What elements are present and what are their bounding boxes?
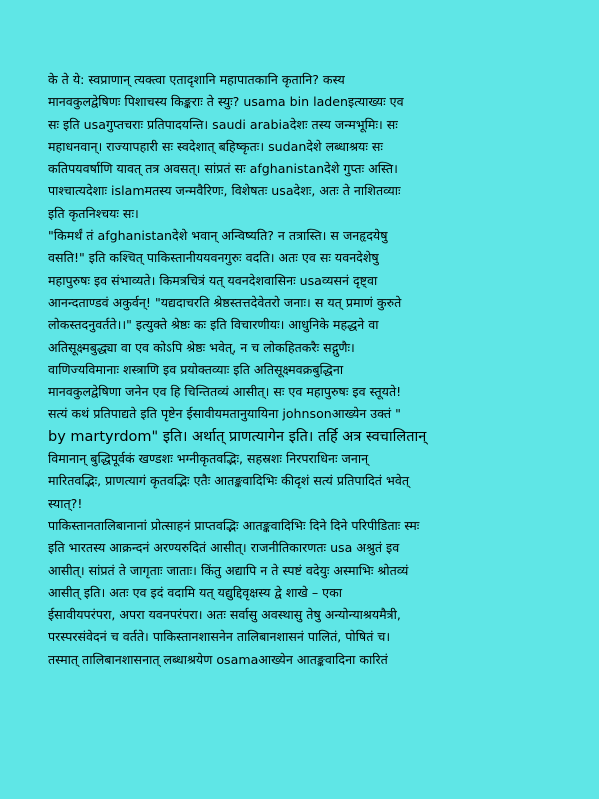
text-line: आसीत्। सांप्रतं ते जागृताः जाताः। किंतु अद्यापि न ते स्पष्टं वदेयुः अस्माभिः श्रोतव्यं [48,562,409,578]
text-line: सः इति usaगुप्तचराः प्रतिपादयन्ति। saudi arabiaदेशः तस्य जन्मभूमिः। सः [48,116,398,132]
text-line: आनन्दताण्डवं अकुर्वन्! "यद्यदाचरति श्रेष्ठस्तत्तदेवेतरो जनाः। स यत् प्रमाणं कुरुते [48,294,402,310]
text-line: महाधनवान्। राज्यापहारी सः स्वदेशात् बहिष्कृतः। sudanदेशे लब्धाश्रयः सः [48,138,383,154]
text-line: ईसावीयपरंपरा, अपरा यवनपरंपरा। अतः सर्वासु अवस्थासु तेषु अन्योन्याश्रयमैत्री, [48,607,401,623]
text-line: मानवकुलद्वेषिणः पिशाचस्य किङ्कराः ते स्युः? usama bin ladenइत्याख्यः एव [48,94,404,110]
text-line: के ते ये: स्वप्राणान् त्यक्त्वा एतादृशानि महापातकानि कृतानि? कस्य [48,72,345,87]
text-line: इति भारतस्य आक्रन्दनं अरण्यरुदितं आसीत्। राजनीतिकारणतः usa अश्रुतं इव [48,540,400,556]
text-line: विमानान् बुद्धिपूर्वकं खण्डशः भग्नीकृतवद्भिः, सहस्रशः निरपराधिनः जनान् [48,451,369,467]
text-line: परस्परसंवेदनं च वर्तते। पाकिस्तानशासनेन तालिबानशासनं पालितं, पोषितं च। [48,629,391,645]
text-line: "किमर्थं तं afghanistanदेशे भवान् अन्विष्यति? न तत्रास्ति। स जनहृदयेषु [48,228,388,244]
text-line: पाकिस्तानतालिबानानां प्रोत्साहनं प्राप्तवद्भिः आतङ्कवादिभिः दिने दिने परिपीडिताः स्मः [48,517,420,533]
text-line: कतिपयवर्षाणि यावत् तत्र अवसत्। सांप्रतं सः afghanistanदेशे गुप्तः अस्ति। [48,161,398,177]
document-body [48,69,568,671]
text-line: लोकस्तदनुवर्तते।।" इत्युक्ते श्रेष्ठः कः इति विचारणीयः। आधुनिके महद्धने वा [48,317,379,333]
text-line: वाणिज्यविमानाः शस्त्राणि इव प्रयोक्तव्याः इति अतिसूक्ष्मवक्रबुद्धिना [48,361,344,377]
text-line: वसति!" इति कश्चित् पाकिस्तानीययवनगुरुः वदति। अतः एव सः यवनदेशेषु [48,250,379,266]
text-line: मारितवद्भिः, प्राणत्यागं कृतवद्भिः एतैः आतङ्कवादिभिः कीदृशं सत्यं प्रतिपादितं भवेत् [48,473,410,489]
text-line: आसीत् इति। अतः एव इदं वदामि यत् यद्युद्दिवृक्षस्य द्वे शाखे – एका [48,584,343,600]
text-line: सत्यं कथं प्रतिपाद्यते इति पृष्टेन ईसावीयमतानुयायिना johnsonआख्येन उक्तं " [48,406,401,422]
text-line: अतिसूक्ष्मबुद्ध्या वा एव कोऽपि श्रेष्ठः भवेत्, न च लोकहितकरैः सद्गुणैः। [48,339,355,355]
text-line: महापुरुषः इव संभाव्यते। किमत्रचित्रं यत् यवनदेशवासिनः usaव्यसनं दृष्ट्वा [48,272,378,288]
text-line: by martyrdom" इति। अर्थात् प्राणत्यागेन इति। तर्हि अत्र स्वचालितान् [48,428,427,445]
text-line: मानवकुलद्वेषिणा जनेन एव हि चिन्तितव्यं आसीत्। सः एव महापुरुषः इव स्तूयते! [48,384,402,400]
text-line: तस्मात् तालिबानशासनात् लब्धाश्रयेण osamaआख्येन आतङ्कवादिना कारितं [48,651,388,667]
text-line: पाश्चात्यदेशाः islamमतस्य जन्मवैरिणः, विशेषतः usaदेशः, अतः ते नाशितव्याः [48,183,401,199]
text-line: इति कृतनिश्चयः सः। [48,205,139,221]
text-line: स्यात्?! [48,495,83,511]
